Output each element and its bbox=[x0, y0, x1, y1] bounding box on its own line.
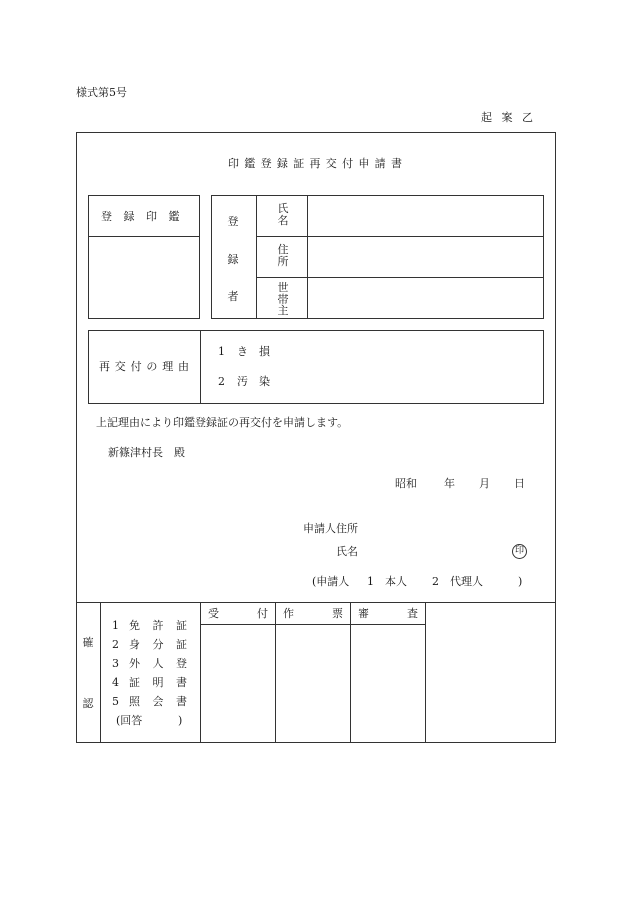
column-reception: 受 付 bbox=[208, 607, 268, 620]
verification-item-num: 4 bbox=[112, 676, 119, 689]
verification-item-label: 免 許 証 bbox=[129, 619, 187, 632]
verification-item-num: 1 bbox=[112, 619, 119, 632]
field-address-label: 住 所 bbox=[277, 243, 289, 268]
registrant-label: 登 録 者 bbox=[227, 215, 239, 303]
reason-num: 1 bbox=[218, 345, 225, 358]
verification-item-num: 2 bbox=[112, 638, 119, 651]
applicant-type-close: ) bbox=[518, 575, 523, 588]
address-input[interactable] bbox=[308, 237, 543, 277]
verification-item-num: 5 bbox=[112, 695, 119, 708]
ticket-stamp-area[interactable] bbox=[276, 625, 350, 742]
form-number: 様式第5号 bbox=[76, 86, 127, 99]
householder-input[interactable] bbox=[308, 278, 543, 318]
verification-item[interactable] bbox=[112, 620, 192, 634]
verification-item[interactable] bbox=[112, 639, 192, 653]
seal-label: 登 録 印 鑑 bbox=[101, 210, 184, 223]
reason-text: 汚 染 bbox=[237, 375, 270, 388]
name-input[interactable] bbox=[308, 196, 543, 236]
column-ticket: 作 票 bbox=[283, 607, 343, 620]
reply-open: (回答 bbox=[116, 714, 143, 727]
verification-item-num: 3 bbox=[112, 657, 119, 670]
reason-option-1[interactable] bbox=[218, 346, 298, 360]
field-name-label: 氏 名 bbox=[277, 202, 289, 227]
date-month[interactable]: 月 bbox=[479, 477, 490, 490]
draft-label: 起 案 乙 bbox=[481, 111, 536, 124]
applicant-name-label: 氏名 bbox=[336, 545, 358, 558]
date-day[interactable]: 日 bbox=[514, 477, 525, 490]
form-title: 印 鑑 登 録 証 再 交 付 申 請 書 bbox=[228, 157, 402, 170]
verification-label: 確 認 bbox=[82, 636, 94, 710]
reason-num: 2 bbox=[218, 375, 225, 388]
column-review: 審 査 bbox=[358, 607, 418, 620]
reply-close: ) bbox=[178, 714, 183, 727]
reason-option-2[interactable] bbox=[218, 376, 298, 390]
verification-item-label: 照 会 書 bbox=[129, 695, 187, 708]
review-stamp-area[interactable] bbox=[351, 625, 425, 742]
applicant-address-label: 申請人住所 bbox=[303, 522, 358, 535]
date-year[interactable]: 年 bbox=[444, 477, 455, 490]
verification-item[interactable] bbox=[112, 658, 192, 672]
date-era: 昭和 bbox=[395, 477, 417, 490]
verification-item[interactable] bbox=[112, 696, 192, 710]
verification-item-label: 身 分 証 bbox=[129, 638, 187, 651]
verification-item[interactable] bbox=[112, 677, 192, 691]
addressee: 新篠津村長 殿 bbox=[108, 446, 185, 459]
seal-impression-area[interactable] bbox=[89, 237, 199, 318]
seal-mark-icon: 印 bbox=[512, 544, 527, 559]
reason-text: き 損 bbox=[237, 345, 270, 358]
reason-label: 再 交 付 の 理 由 bbox=[99, 360, 189, 373]
reception-stamp-area[interactable] bbox=[201, 625, 275, 742]
applicant-type-self[interactable]: 1 本人 bbox=[367, 575, 407, 588]
applicant-type-agent[interactable]: 2 代理人 bbox=[432, 575, 483, 588]
field-householder-label: 世 帯 主 bbox=[277, 281, 289, 317]
applicant-type-open: (申請人 bbox=[312, 575, 350, 588]
verification-item-label: 外 人 登 bbox=[129, 657, 187, 670]
statement: 上記理由により印鑑登録証の再交付を申請します。 bbox=[96, 416, 349, 429]
verification-item-label: 証 明 書 bbox=[129, 676, 187, 689]
